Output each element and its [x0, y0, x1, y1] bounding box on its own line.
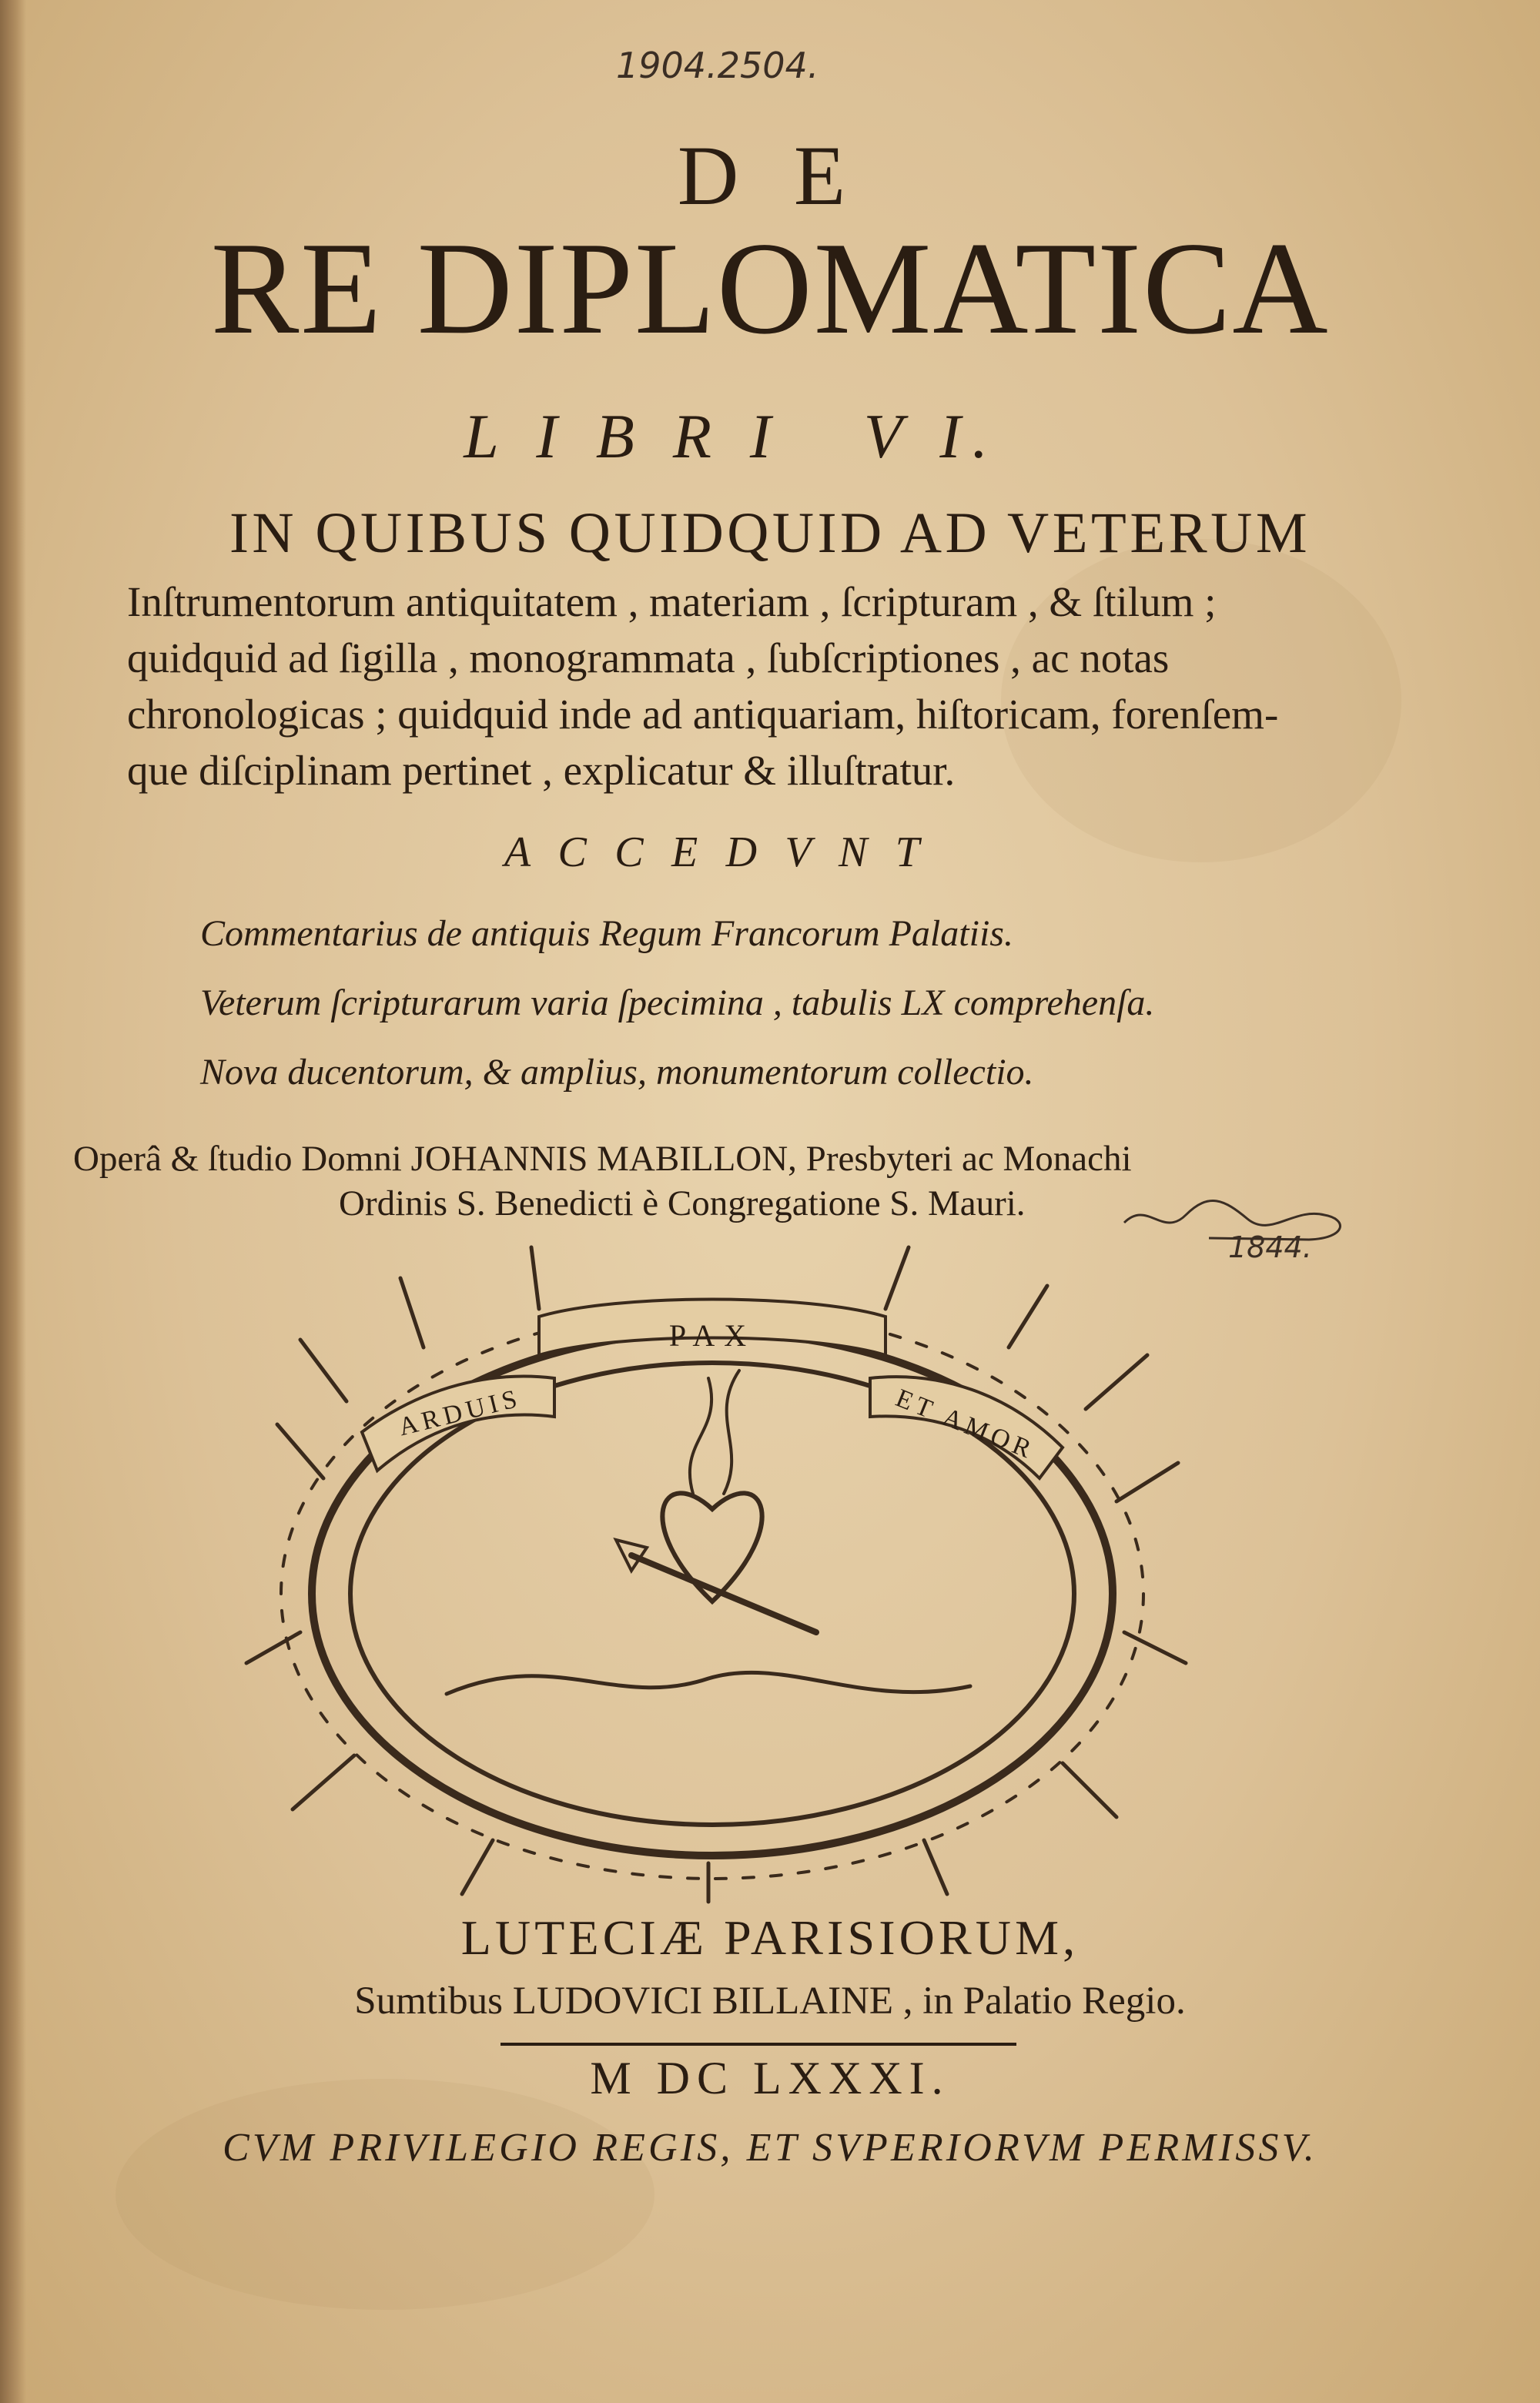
imprint-year: M DC LXXXI. — [590, 2053, 950, 2103]
imprint-publisher: Sumtibus LUDOVICI BILLAINE , in Palatio Regio. — [354, 1980, 1186, 2023]
imprint-rule — [500, 2043, 1016, 2046]
description-paragraph — [127, 574, 1374, 798]
binding-edge — [0, 0, 26, 2403]
subtitle-caps: IN QUIBUS QUIDQUID AD VETERUM — [229, 501, 1311, 565]
author-line: Operâ & ſtudio Domni JOHANNIS MABILLON, Presbyteri ac Monachi — [73, 1139, 1132, 1179]
title-main: RE DIPLOMATICA — [210, 216, 1330, 362]
title-libri: L I B R I V I. — [464, 401, 999, 471]
accedunt-item: Veterum ſcripturarum varia ſpecimina , tabulis LX comprehenſa. — [200, 982, 1155, 1023]
title-de: D E — [677, 129, 863, 223]
author-line: Ordinis S. Benedicti è Congregatione S. Mauri. — [339, 1183, 1026, 1223]
accedunt-heading: A C C E D V N T — [504, 828, 929, 876]
description-line: que diſciplinam pertinet , explicatur & illuſtratur. — [127, 747, 956, 794]
ribbon-text-top: PAX — [668, 1318, 756, 1353]
imprint-privilege: CVM PRIVILEGIO REGIS, ET SVPERIORVM PERMISSV. — [223, 2126, 1317, 2170]
ownership-year: 1844. — [1228, 1230, 1312, 1264]
ribbon-text-left: ARDUIS — [396, 1384, 524, 1442]
ribbon-text-right: ET AMOR — [892, 1384, 1040, 1466]
accedunt-item: Commentarius de antiquis Regum Francorum Palatiis. — [200, 913, 1013, 954]
paper-stain — [116, 2079, 654, 2310]
accedunt-item: Nova ducentorum, & amplius, monumentorum collectio. — [200, 1052, 1034, 1093]
shelfmark-handwritten: 1904.2504. — [616, 45, 819, 86]
imprint-place: LUTECIÆ PARISIORUM, — [460, 1910, 1080, 1965]
description-line: chronologicas ; quidquid inde ad antiquariam, hiſtoricam, forenſem- — [127, 691, 1279, 738]
description-line: quidquid ad ſigilla , monogrammata , ſubſcriptiones , ac notas — [127, 634, 1170, 681]
description-line: Inſtrumentorum antiquitatem , materiam , ſcripturam , & ſtilum ; — [127, 578, 1217, 625]
thorn-wreath-emblem — [231, 1232, 1194, 1909]
